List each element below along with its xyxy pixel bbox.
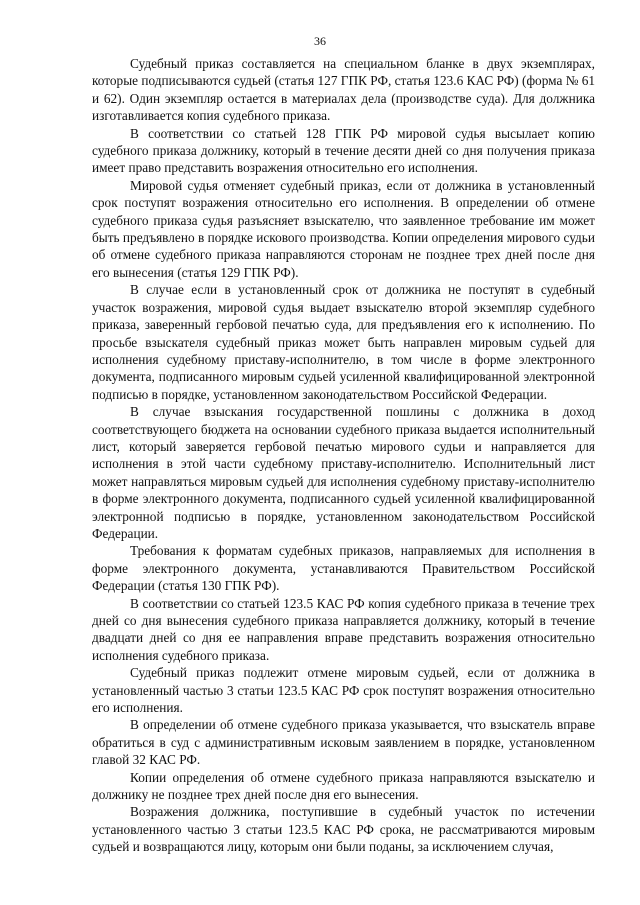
paragraph-state-duty-writ: В случае взыскания государственной пошлины с должника в доход соответствующего бюджета на основании судебного приказа выдается исполнительный лист, который заверяется гербовой печатью мирового судьи и направляется для исполнения в этой части судебному приставу-исполнителю. Исполнительный лист может направляться мировым судьей для исполнения судебному приставу-исполнителю в форме электронного документа, подписанного судьей усиленной квалифицированной электронной подписью в порядке, установленном законодательством Российской Федерации. [92, 404, 595, 541]
paragraph-cancellation-ruling-content: В определении об отмене судебного приказа указывается, что взыскатель вправе обратиться в суд с административным исковым заявлением в порядке, установленном главой 32 КАС РФ. [92, 717, 595, 768]
paragraph-court-order-form: Судебный приказ составляется на специальном бланке в двух экземплярах, которые подписываются судьей (статья 127 ГПК РФ, статья 123.6 КАС РФ) (форма № 61 и 62). Один экземпляр остается в материалах дела (производстве суда). Для должника изготавливается копия судебного приказа. [92, 56, 596, 124]
document-body [92, 55, 595, 856]
paragraph-second-copy-issuance: В случае если в установленный срок от должника не поступят в судебный участок возражения, мировой судья выдает взыскателю второй экземпляр судебного приказа, заверенный гербовой печатью суда, для предъявления его к исполнению. По просьбе взыскателя судебный приказ может быть направлен мировым судьей для исполнения судебному приставу-исполнителю, в том числе в форме электронного документа, подписанного мировым судьей усиленной квалифицированной электронной подписью в порядке, установленном законодательством Российской Федерации. [92, 282, 595, 402]
paragraph-kas-copy-delivery: В соответствии со статьей 123.5 КАС РФ копия судебного приказа в течение трех дней со дня вынесения судебного приказа направляется должнику, который в течение двадцати дней со дня ее направления вправе представить возражения относительно исполнения судебного приказа. [92, 595, 595, 663]
page-number: 36 [314, 34, 326, 48]
paragraph-ruling-copies: Копии определения об отмене судебного приказа направляются взыскателю и должнику не позднее трех дней после дня его вынесения. [92, 769, 595, 803]
paragraph-order-cancellation: Мировой судья отменяет судебный приказ, если от должника в установленный срок поступят возражения относительно его исполнения. В определении об отмене судебного приказа судья разъясняет взыскателю, что заявленное требование им может быть предъявлено в порядке искового производства. Копии определения мирового судьи об отмене судебного приказа направляются сторонам не позднее трех дней после дня его вынесения (статья 129 ГПК РФ). [92, 177, 595, 280]
paragraph-late-objections: Возражения должника, поступившие в судебный участок по истечении установленного частью 3 статьи 123.5 КАС РФ срока, не рассматриваются мировым судьей и возвращаются лицу, которым они были поданы, за исключением случая, [92, 804, 595, 855]
paragraph-copy-to-debtor: В соответствии со статьей 128 ГПК РФ мировой судья высылает копию судебного приказа должнику, который в течение десяти дней со дня получения приказа имеет право представить возражения относительно его исполнения. [92, 125, 595, 176]
paragraph-electronic-format: Требования к форматам судебных приказов, направляемых для исполнения в форме электронного документа, устанавливаются Правительством Российской Федерации (статья 130 ГПК РФ). [92, 543, 595, 594]
paragraph-kas-cancellation: Судебный приказ подлежит отмене мировым судьей, если от должника в установленный частью 3 статьи 123.5 КАС РФ срок поступят возражения относительно его исполнения. [92, 665, 595, 716]
